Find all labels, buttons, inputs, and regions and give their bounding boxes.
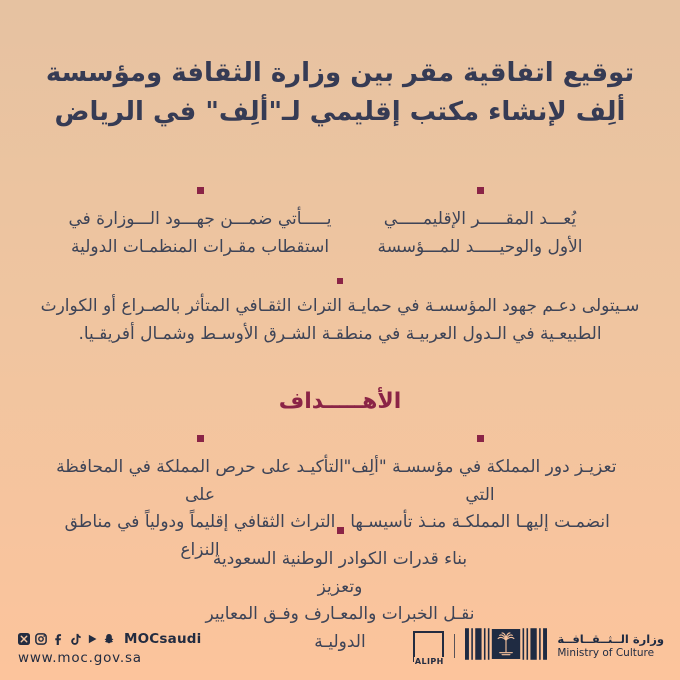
title-line-1: توقيع اتفاقية مقر بين وزارة الثقافة ومؤسسة: [45, 58, 635, 88]
ministry-name-english: Ministry of Culture: [557, 646, 655, 659]
youtube-icon: [86, 633, 98, 645]
objective-line: التأكيـد على حرص المملكة في المحافظة على: [56, 457, 344, 505]
footer-social-block: [18, 631, 201, 666]
bullet-square-icon: [337, 278, 343, 284]
footer-logos-block: [413, 628, 664, 664]
summary-line: الطبيعـية في الـدول العربيـة في منطقـة الشـرق الأوسـط وشمـال أفريقـيا.: [78, 323, 602, 344]
objective-point-kingdom-role: [330, 435, 630, 537]
x-icon: [18, 633, 30, 645]
intro-point-line: يُعـــد المقـــــر الإقليمـــــي: [383, 209, 577, 229]
intro-point-ministry-efforts: [50, 187, 350, 261]
objective-line: نقـل الخبرات والمعـارف وفـق المعايير الدوليـة: [205, 604, 475, 652]
bullet-square-icon: [197, 187, 204, 194]
bullet-square-icon: [337, 527, 344, 534]
intro-point-line: يـــــأتي ضمـــن جهـــود الـــوزارة في: [68, 209, 332, 229]
facebook-icon: [52, 633, 64, 645]
page-title: [0, 54, 680, 132]
social-icons-row: [18, 631, 201, 647]
objective-line: انضمـت إليهـا المملكـة منـذ تأسيسـها: [350, 512, 610, 533]
website-url: www.moc.gov.sa: [18, 650, 142, 666]
intro-point-line: الأول والوحيـــــد للمـــؤسسة: [377, 236, 583, 257]
ministry-wordmark: [557, 632, 664, 660]
summary-paragraph: [30, 278, 650, 348]
objective-line: بناء قدرات الكوادر الوطنية السعودية وتعزيز: [212, 549, 468, 597]
objective-line: تعزيـز دور المملكة في مؤسسـة "ألِف" التي: [343, 457, 617, 505]
summary-line: سـيتولى دعـم جهود المؤسسـة في حمايـة التراث الثقـافي المتأثر بالصـراع أو الكوارث: [40, 296, 640, 316]
snapchat-icon: [103, 633, 115, 645]
bullet-square-icon: [477, 187, 484, 194]
aliph-logo: [413, 631, 444, 666]
bullet-square-icon: [197, 435, 204, 442]
ministry-of-culture-logo-icon: [465, 628, 547, 664]
objective-line: التراث الثقافي إقليماً ودولياً في مناطق النزاع: [64, 512, 336, 560]
aliph-logo-label: ALIPH: [414, 656, 444, 666]
title-line-2: ألِف لإنشاء مكتب إقليمي لـ"ألِف" في الرياض: [54, 97, 626, 127]
logo-separator: [454, 634, 456, 658]
tiktok-icon: [69, 633, 81, 645]
objectives-header: الأهـــــداف: [278, 389, 402, 414]
intro-point-regional-hq: [330, 187, 630, 261]
intro-point-line: استقطاب مقـرات المنظمـات الدولية: [70, 236, 330, 257]
social-handle: MOCsaudi: [124, 631, 202, 647]
ministry-name-arabic: وزارة الــثــقــافــة: [557, 632, 664, 647]
instagram-icon: [35, 633, 47, 645]
bullet-square-icon: [477, 435, 484, 442]
